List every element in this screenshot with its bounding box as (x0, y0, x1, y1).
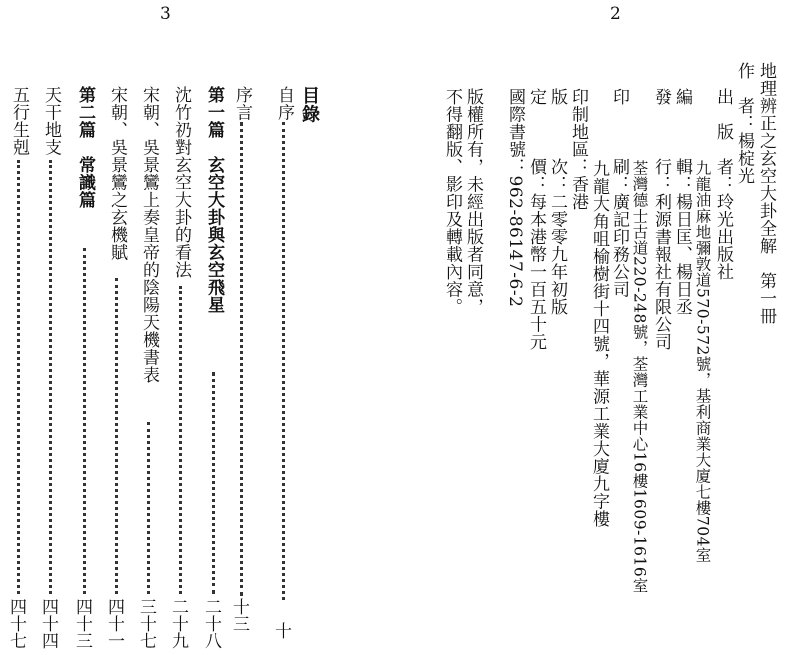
distributor-address: 荃灣德士古道220-248號，荃灣工業中心16樓1609-1616室 (630, 160, 649, 594)
printer-address: 九龍大角咀榆樹街十四號，華源工業大廈九字樓 (589, 160, 609, 528)
toc-item-label: 第一篇 玄空大卦與玄空飛星 (204, 86, 224, 314)
toc-item-page: 四十一 (104, 598, 124, 649)
toc-item-page: 二十八 (201, 598, 221, 649)
toc-item-label: 自序 (274, 86, 294, 121)
toc-item-label: 沈竹礽對玄空大卦的看法 (171, 86, 191, 279)
toc-leader-dots (49, 160, 56, 594)
editor-line: 編 輯：楊日匡、楊日丞 (672, 88, 692, 316)
price-line: 定 價：每本港幣一百五十元 (526, 88, 546, 351)
toc-leader-dots (179, 286, 186, 594)
author-line: 作 者：楊椗光 (734, 62, 754, 185)
toc-item-page: 十三 (229, 598, 249, 632)
toc-item-label: 五行生剋 (9, 86, 29, 156)
toc-item-label: 第二篇 常識篇 (75, 86, 95, 209)
toc-leader-dots (240, 122, 247, 596)
publisher-line: 出 版 者：玲光出版社 (713, 88, 733, 281)
print-place-line: 印制地區：香港 (568, 88, 588, 211)
printer-line: 印 刷：廣記印務公司 (609, 88, 629, 298)
toc-leader-dots (83, 248, 90, 594)
toc-item-page: 四十四 (38, 598, 58, 649)
toc-leader-dots (282, 122, 289, 600)
toc-item-label: 序言 (232, 86, 252, 121)
toc-item-label: 宋朝、吳景鸞上奏皇帝的陰陽天機書表 (139, 86, 159, 384)
toc-item-page: 四十三 (72, 598, 92, 649)
toc-leader-dots (147, 422, 154, 594)
toc-leader-dots (17, 160, 24, 594)
toc-item-label: 宋朝、吳景鸞之玄機賦 (107, 86, 127, 261)
publisher-address: 九龍油麻地彌敦道570-572號，基利商業大廈七樓704室 (693, 160, 712, 563)
toc-item-page: 二十九 (168, 598, 188, 649)
copyright-line-1: 版權所有，未經出版者同意， (463, 88, 483, 316)
page-number-right: 2 (610, 4, 621, 24)
book-title: 地理辨正之玄空大卦全解 第一冊 (756, 62, 776, 325)
toc-item-page: 四十七 (6, 598, 26, 649)
toc-item-page: 三十七 (136, 598, 156, 649)
distributor-line: 發 行：利源書報社有限公司 (651, 88, 671, 351)
toc-leader-dots (115, 278, 122, 594)
edition-line: 版 次：二零零九年初版 (547, 88, 567, 316)
toc-leader-dots (212, 372, 219, 594)
copyright-line-2: 不得翻版、影印及轉載內容。 (442, 88, 462, 316)
toc-item-page: 十 (271, 622, 291, 639)
toc-heading: 目錄 (299, 86, 320, 123)
isbn-line: 國際書號：962-86147-6-2 (505, 88, 525, 308)
page-number-left: 3 (160, 4, 171, 24)
toc-item-label: 天干地支 (41, 86, 61, 156)
